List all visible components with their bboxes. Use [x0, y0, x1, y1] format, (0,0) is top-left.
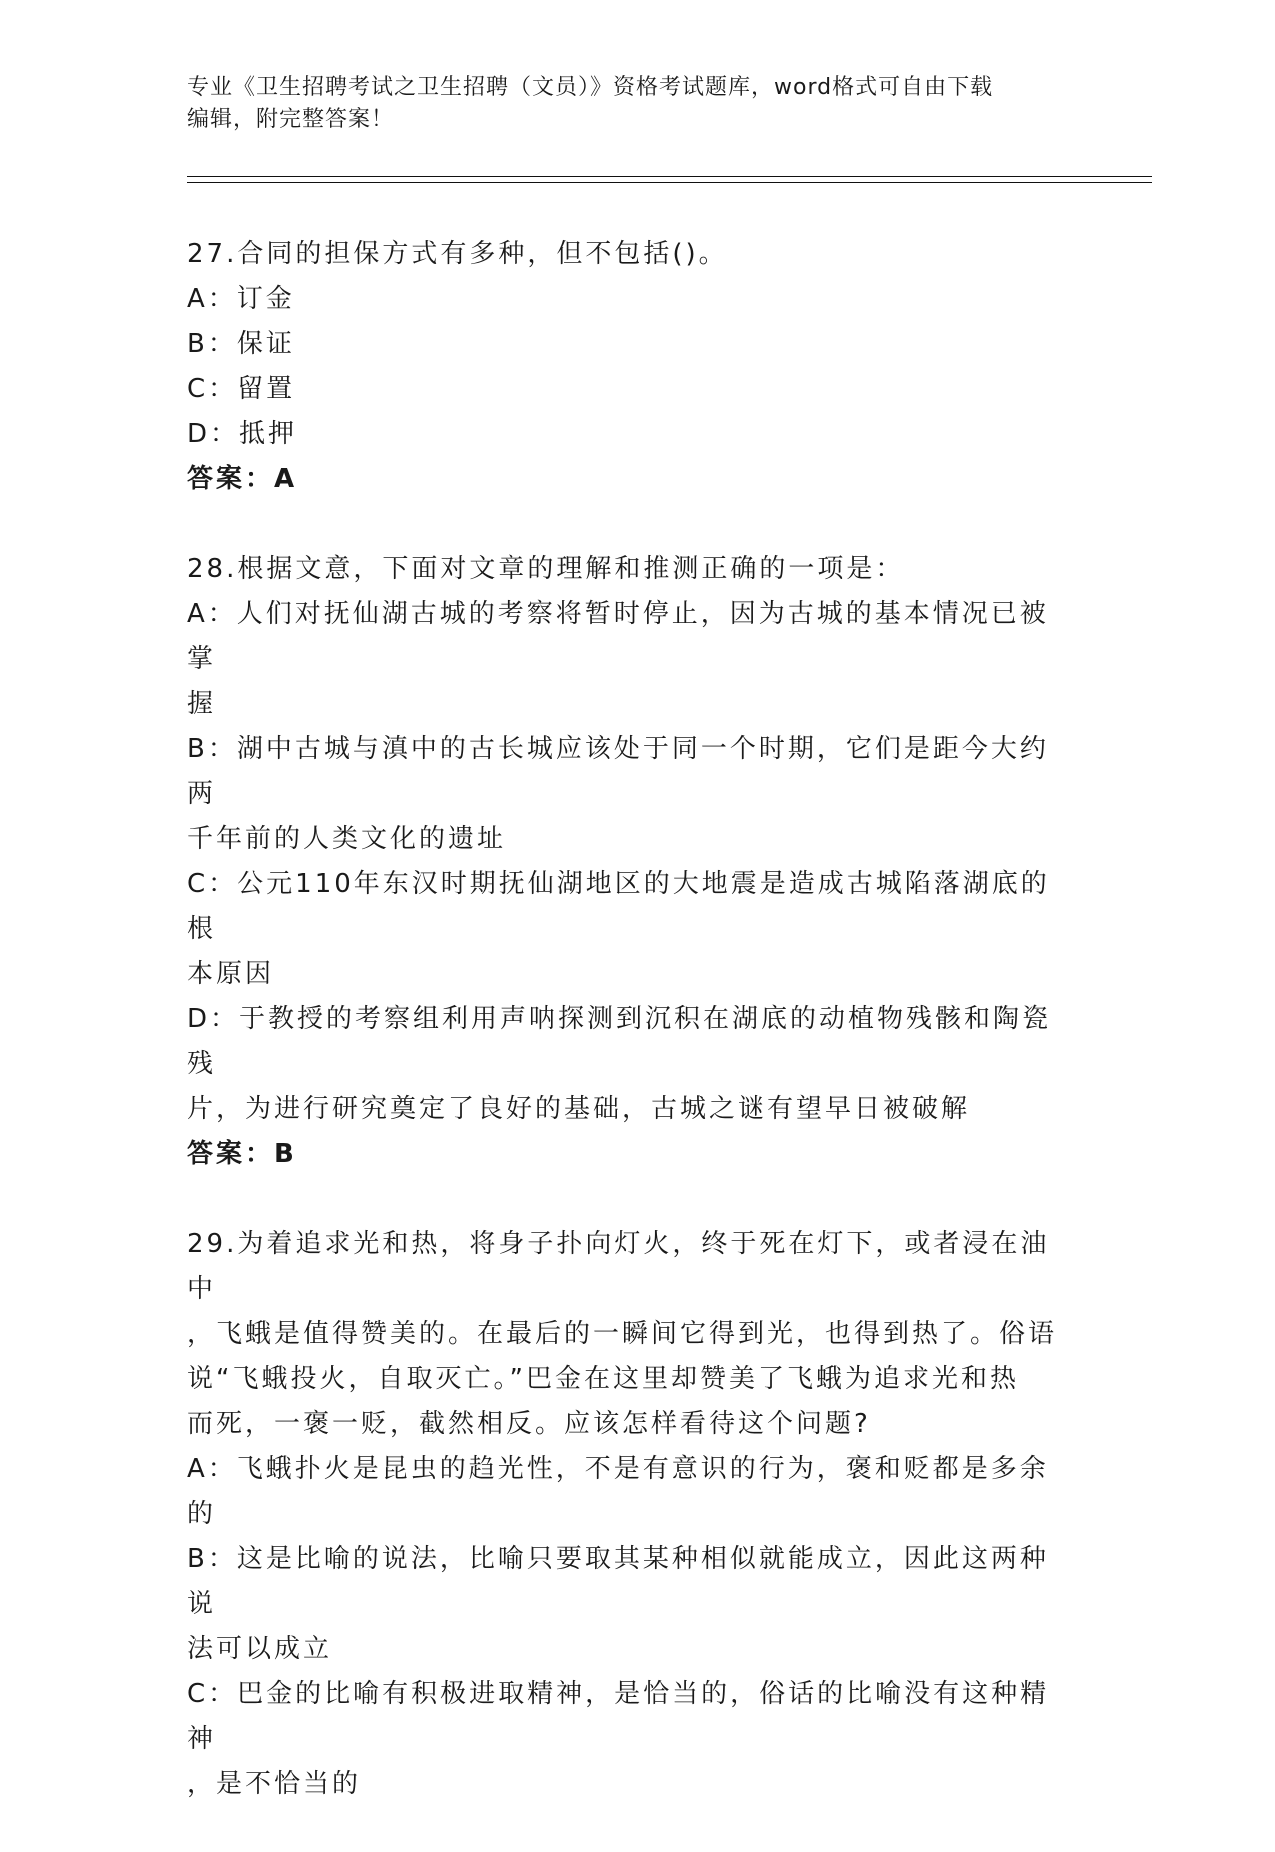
answer-option: A：人们对抚仙湖古城的考察将暂时停止，因为古城的基本情况已被掌	[187, 599, 1049, 674]
answer-option: A：订金	[187, 284, 295, 314]
question-block	[187, 547, 1067, 1177]
answer-option: 片，为进行研究奠定了良好的基础，古城之谜有望早日被破解	[187, 1094, 971, 1124]
question-block	[187, 1222, 1067, 1807]
answer-option: 本原因	[187, 959, 275, 989]
answer-option: C：巴金的比喻有积极进取精神，是恰当的，俗话的比喻没有这种精神	[187, 1679, 1050, 1754]
answer-option: 千年前的人类文化的遗址	[187, 824, 507, 854]
answer-option: B：保证	[187, 329, 295, 359]
header-line: 专业《卫生招聘考试之卫生招聘（文员）》资格考试题库，word格式可自由下载	[187, 75, 994, 100]
answer-option: 法可以成立	[187, 1634, 333, 1664]
question-list	[187, 232, 1067, 1852]
answer-option: B：湖中古城与滇中的古长城应该处于同一个时期，它们是距今大约两	[187, 734, 1049, 809]
question-stem: 27.合同的担保方式有多种，但不包括()。	[187, 239, 728, 269]
header-line: 编辑，附完整答案！	[187, 107, 395, 132]
header-divider	[187, 176, 1152, 183]
question-stem: 28.根据文意，下面对文章的理解和推测正确的一项是：	[187, 554, 905, 584]
question-stem: 29.为着追求光和热，将身子扑向灯火，终于死在灯下，或者浸在油中	[187, 1229, 1050, 1304]
answer-option: ，是不恰当的	[187, 1769, 362, 1799]
question-stem: 而死，一褒一贬，截然相反。应该怎样看待这个问题?	[187, 1409, 871, 1439]
question-stem: 说“飞蛾投火，自取灭亡。”巴金在这里却赞美了飞蛾为追求光和热	[187, 1364, 1019, 1394]
answer-key: 答案：B	[187, 1139, 297, 1169]
question-stem: ，飞蛾是值得赞美的。在最后的一瞬间它得到光，也得到热了。俗语	[187, 1319, 1058, 1349]
answer-option: 握	[187, 689, 217, 719]
answer-option: A：飞蛾扑火是昆虫的趋光性，不是有意识的行为，褒和贬都是多余的	[187, 1454, 1049, 1529]
document-header	[187, 72, 1067, 136]
question-block	[187, 232, 1067, 502]
answer-option: D：于教授的考察组利用声呐探测到沉积在湖底的动植物残骸和陶瓷残	[187, 1004, 1052, 1079]
answer-key: 答案：A	[187, 464, 298, 494]
answer-option: D：抵押	[187, 419, 298, 449]
answer-option: B：这是比喻的说法，比喻只要取其某种相似就能成立，因此这两种说	[187, 1544, 1049, 1619]
answer-option: C：公元110年东汉时期抚仙湖地区的大地震是造成古城陷落湖底的根	[187, 869, 1050, 944]
answer-option: C：留置	[187, 374, 296, 404]
